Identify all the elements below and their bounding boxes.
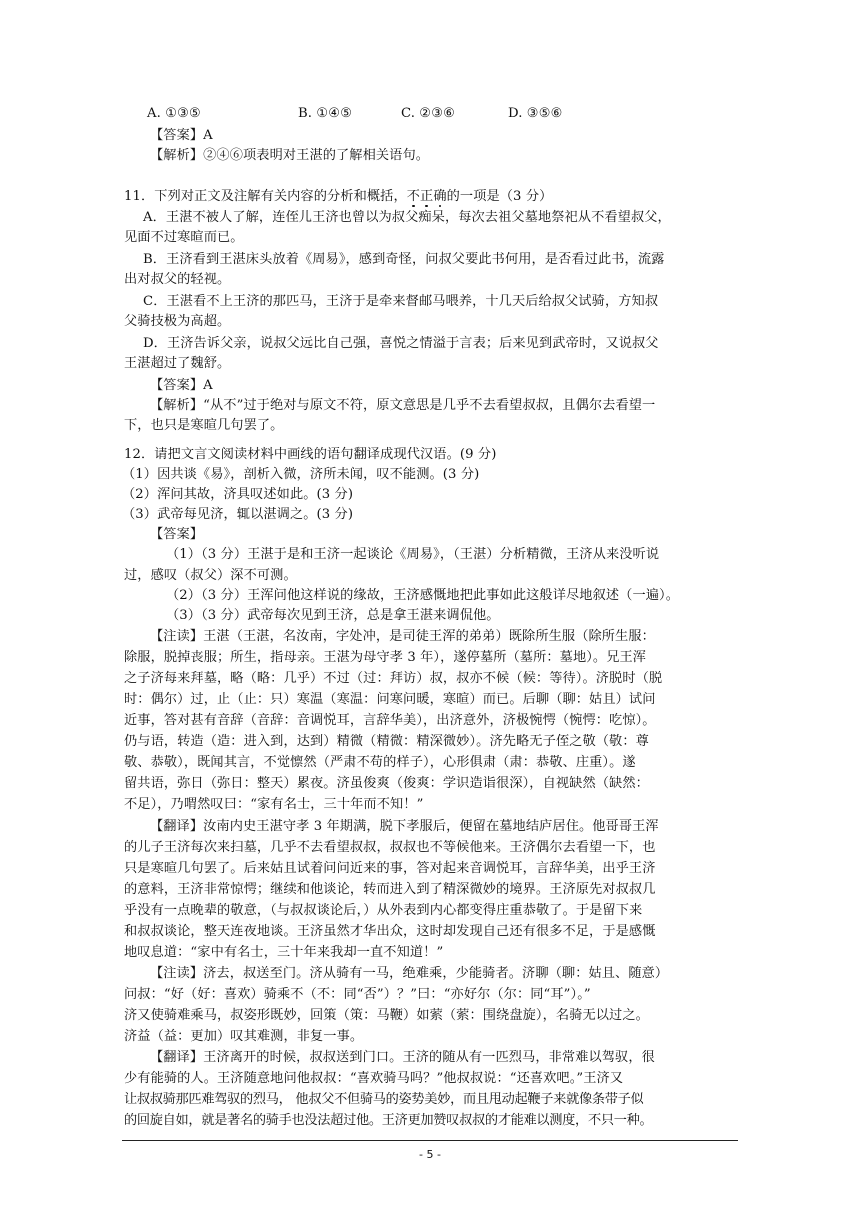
q11-option-line: C．王湛看不上王济的那匹马，王济于是牵来督邮马喂养，十几天后给叔父试骑，方知叔 <box>143 294 659 309</box>
notes-line: 留共语，弥日（弥日：整天）累夜。济虽俊爽（俊爽：学识造诣很深），自视缺然（缺然： <box>124 776 649 791</box>
q11-emphasis-char: 不 <box>406 189 421 204</box>
notes-line: 问叔：“好（好：喜欢）骑乘不（不：同“否”）？”曰：“亦好尔（尔：同“耳”）。” <box>124 987 591 1002</box>
translation-line: 的儿子王济每次来扫墓，几乎不去看望叔叔，叔叔也不等候他来。王济偶尔去看望一下，也 <box>124 840 656 855</box>
translation-line: 少有能骑的人。王济随意地问他叔叔：“喜欢骑马吗？”他叔叔说：“还喜欢吧。”王济又 <box>124 1071 624 1086</box>
q11-stem <box>124 187 552 207</box>
q11-option-line: 见面不过寒暄而已。 <box>124 230 244 245</box>
notes-line: 不足），乃喟然叹曰：“家有名士，三十年而不知！” <box>124 797 424 812</box>
q12-stem: 12．请把文言文阅读材料中画线的语句翻译成现代汉语。(9 分) <box>124 447 497 462</box>
page-number: - 5 - <box>419 1148 441 1161</box>
notes-line: 济益（益：更加）叹其难测，非复一事。 <box>124 1029 364 1044</box>
translation-line: 的意料，王济非常惊愕；继续和他谈论，转而进入到了精深微妙的境界。王济原先对叔叔几 <box>124 882 656 897</box>
translation-line: 的回旋自如，就是著名的骑手也没法超过他。王济更加赞叹叔叔的才能难以测度，不只一种。 <box>124 1113 653 1128</box>
translation-line: 【翻译】王济离开的时候，叔叔送到门口。王济的随从有一匹烈马，非常难以驾驭，很 <box>150 1050 655 1065</box>
q11-answer: 【答案】A <box>150 378 213 393</box>
q11-emphasis-char: 确 <box>433 189 447 204</box>
q12-answer-line: （2）（3 分）王浑问他这样说的缘故，王济感慨地把此事如此这般详尽地叙述（一遍）。 <box>166 588 679 603</box>
option-c: C. ②③⑥ <box>401 106 456 121</box>
q11-option-line: 出对叔父的轻视。 <box>124 272 231 287</box>
notes-line: 济又使骑难乘马，叔姿形既妙，回策（策：马鞭）如萦（萦：围绕盘旋），名骑无以过之。 <box>124 1008 649 1023</box>
notes-line: 除服，脱掉丧服；所生，指母亲。王湛为母守孝 3 年），遂停墓所（墓所：墓地）。兄王浑 <box>124 650 647 665</box>
q11-emphasis-char: 正 <box>420 189 434 204</box>
q12-answer-label: 【答案】 <box>150 527 204 542</box>
translation-line: 和叔叔谈论，整天连夜地谈。王济虽然才华出众，这时却发现自己还有很多不足，于是感慨 <box>124 924 656 939</box>
q12-answer-line: （1）（3 分）王湛于是和王济一起谈论《周易》，（王湛）分析精微，王济从来没听说 <box>166 547 660 562</box>
translation-line: 地叹息道：“家中有名士，三十年来我却一直不知道！” <box>124 945 444 960</box>
q11-stem-prefix: 11．下列对正文及注解有关内容的分析和概括， <box>124 189 407 204</box>
q11-option-line: A．王湛不被人了解，连侄儿王济也曾以为叔父痴呆，每次去祖父墓地祭祀从不看望叔父， <box>143 210 671 225</box>
q12-answer-line: 过，感叹（叔父）深不可测。 <box>124 568 297 583</box>
translation-line: 乎没有一点晚辈的敬意，（与叔叔谈论后，）从外表到内心都变得庄重恭敬了。于是留下来 <box>124 903 643 918</box>
q11-analysis: 下，也只是寒暄几句罢了。 <box>124 418 284 433</box>
q10-answer: 【答案】A <box>150 128 213 143</box>
q12-item: （3）武帝每见济，辄以湛调之。(3 分) <box>122 507 354 522</box>
q11-option-line: 父骑技极为高超。 <box>124 314 231 329</box>
option-d: D. ③⑤⑥ <box>508 106 563 121</box>
q12-item: （1）因共谈《易》，剖析入微，济所未闻，叹不能测。(3 分) <box>122 467 480 482</box>
q12-item: （2）浑问其故，济具叹述如此。(3 分) <box>122 487 354 502</box>
q12-answer-line: （3）（3 分）武帝每次见到王济，总是拿王湛来调侃他。 <box>166 608 500 623</box>
notes-line: 【注读】济去，叔送至门。济从骑有一马，绝难乘，少能骑者。济聊（聊：姑且、随意） <box>150 966 669 981</box>
translation-line: 只是寒暄几句罢了。后来姑且试着问问近来的事，答对起来音调悦耳，言辞华美，出乎王济 <box>124 861 656 876</box>
notes-line: 【注读】王湛（王湛，名汝南，字处冲，是司徒王浑的弟弟）既除所生服（除所生服： <box>150 629 655 644</box>
footer-rule <box>122 1140 738 1141</box>
notes-line: 近事，答对甚有音辞（音辞：音调悦耳，言辞华美），出济意外，济极惋愕（惋愕：吃惊）。 <box>124 713 656 728</box>
q11-option-line: 王湛超过了魏舒。 <box>124 356 231 371</box>
notes-line: 之子济每来拜墓，略（略：几乎）不过（过：拜访）叔，叔亦不候（候：等待）。济脱时（脱 <box>124 671 663 686</box>
q10-analysis: 【解析】②④⑥项表明对王湛的了解相关语句。 <box>150 148 430 163</box>
q11-option-line: D．王济告诉父亲，说叔父远比自己强，喜悦之情溢于言表；后来见到武帝时，又说叔父 <box>143 336 659 351</box>
notes-line: 敬、恭敬），既闻其言，不觉懔然（严肃不苟的样子），心形俱肃（肃：恭敬、庄重）。遂 <box>124 755 636 770</box>
option-a: A. ①③⑤ <box>147 106 201 121</box>
q11-stem-suffix: 的一项是（3 分） <box>446 189 553 204</box>
translation-line: 让叔叔骑那匹难驾驭的烈马， 他叔父不但骑马的姿势美妙，而且甩动起鞭子来就像条带子似 <box>124 1092 644 1107</box>
translation-line: 【翻译】汝南内史王湛守孝 3 年期满，脱下孝服后，便留在墓地结庐居住。他哥哥王浑 <box>150 819 659 834</box>
notes-line: 时：偶尔）过，止（止：只）寒温（寒温：问寒问暖，寒暄）而已。后聊（聊：姑且）试问 <box>124 692 656 707</box>
notes-line: 仍与语，转造（造：进入到，达到）精微（精微：精深微妙）。济先略无子侄之敬（敬：尊 <box>124 734 649 749</box>
q11-analysis: 【解析】“从不”过于绝对与原文不符，原文意思是几乎不去看望叔叔，且偶尔去看望一 <box>150 398 656 413</box>
q11-option-line: B．王济看到王湛床头放着《周易》，感到奇怪，问叔父要此书何用，是否看过此书，流露 <box>143 252 665 267</box>
option-b: B. ①④⑤ <box>298 106 353 121</box>
